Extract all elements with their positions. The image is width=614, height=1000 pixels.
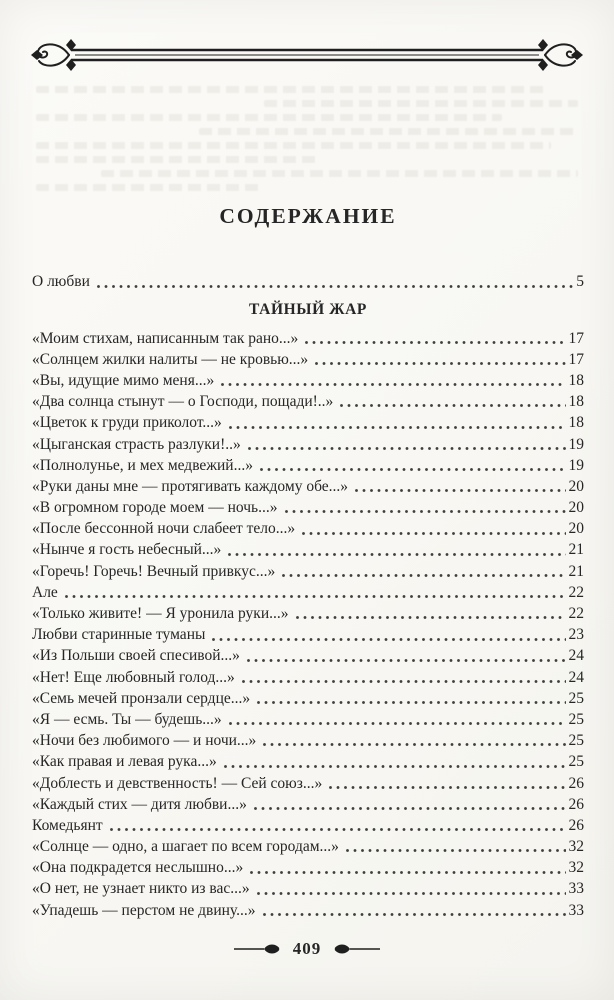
toc-entry [32,432,584,453]
dot-leader [109,827,566,832]
toc-entry [32,749,584,770]
toc-entry-page: 25 [568,710,584,728]
toc-entry [32,474,584,495]
toc-entry-title: «Моим стихам, написанным так рано...» [32,330,299,347]
toc-entry-title: «Солнце — одно, а шагает по всем городам...» [32,839,339,856]
toc-entry-title: «Ночи без любимого — и ночи...» [32,733,257,750]
showthrough-line [36,86,545,93]
toc-entry [32,622,584,643]
toc-entry-page: 22 [568,583,584,601]
toc-entry-title: «О нет, не узнает никто из вас...» [32,881,250,898]
toc-entry-page: 32 [568,859,584,877]
toc-entry [32,601,584,622]
toc-entry-page: 24 [568,668,584,686]
dot-leader [281,573,565,578]
toc-entry [32,834,584,855]
toc-list [32,270,584,919]
dot-leader [228,721,566,726]
toc-entry-title: «После бессонной ночи слабеет тело...» [32,521,296,538]
dot-leader [220,382,565,387]
toc-entry [32,686,584,707]
toc-entry-page: 20 [568,499,584,517]
dot-leader [256,700,565,705]
toc-entry-page: 22 [568,605,584,623]
toc-entry-page: 25 [568,753,584,771]
toc-entry-page: 19 [568,435,584,453]
dot-leader [246,658,566,663]
footer-flourish-right-icon [330,942,380,956]
dot-leader [247,446,566,451]
dot-leader [211,637,565,642]
dot-leader [256,891,566,896]
showthrough-line [101,170,578,177]
dot-leader [314,361,565,366]
toc-entry-title: «Два солнца стынут — о Господи, пощади!..» [32,394,334,411]
toc-entry-page: 20 [568,477,584,495]
toc-entry [32,644,584,665]
contents-title: СОДЕРЖАНИЕ [219,204,397,228]
toc-entry-title: «Я — есмь. Ты — будешь...» [32,711,222,728]
toc-entry-title: «Цветок к груди приколот...» [32,415,222,432]
showthrough-line [264,100,578,107]
header-ornament [29,34,585,83]
toc-entry-page: 19 [568,456,584,474]
toc-entry-page: 25 [568,732,584,750]
toc-entry-title: «Цыганская страсть разлуки!..» [32,436,241,453]
toc-entry-title: «В огромном городе моем — ночь...» [32,500,278,517]
showthrough-line [36,156,318,163]
toc-entry-page: 26 [568,795,584,813]
dot-leader [249,870,565,875]
showthrough-line [36,184,264,191]
toc-entry [32,516,584,537]
toc-entry [32,707,584,728]
showthrough-line [199,128,578,135]
dot-leader [301,531,565,536]
dot-leader [262,742,565,747]
toc-entry-title: «Нынче я гость небесный...» [32,542,222,559]
toc-entry-title: «Она подкрадется неслышно...» [32,860,244,877]
toc-entry-page: 17 [568,329,584,347]
toc-entry-title: «Каждый стих — дитя любви...» [32,796,247,813]
toc-entry [32,898,584,919]
toc-entry [32,326,584,347]
footer-page-number: 409 [292,939,322,958]
toc-entry [32,728,584,749]
dot-leader [253,806,566,811]
toc-entry [32,410,584,431]
toc-entry-page: 33 [568,901,584,919]
toc-entry [32,559,584,580]
toc-section-heading: ТАЙНЫЙ ЖАР [248,300,367,318]
toc-entry-page: 18 [568,393,584,411]
toc-entry-title: «Только живите! — Я уронила руки...» [32,606,289,623]
toc-entry-page: 18 [568,414,584,432]
dot-leader [339,403,565,408]
toc-entry-page: 17 [568,350,584,368]
toc-entry-page: 25 [568,689,584,707]
dot-leader [295,615,566,620]
toc-entry-page: 32 [568,838,584,856]
showthrough-line [36,142,551,149]
dot-leader [64,594,566,599]
toc-entry-title: Любви старинные туманы [32,627,206,644]
dot-leader [284,509,566,514]
toc-entry-page: 21 [568,562,584,580]
toc-entry-page: 24 [568,647,584,665]
dot-leader [354,488,565,493]
toc-entry [32,877,584,898]
toc-entry-title: «Из Польши своей спесивой...» [32,648,240,665]
toc-entry [32,771,584,792]
toc-entry-page: 23 [568,626,584,644]
toc-entry [32,813,584,834]
page-footer [0,940,614,957]
header-ornament-graphic [29,34,585,78]
footer-flourish-left-icon [234,942,284,956]
toc-entry-title: «Как правая и левая рука...» [32,754,217,771]
toc-entry-title: «Семь мечей пронзали сердце...» [32,690,251,707]
toc-entry-page: 33 [568,880,584,898]
toc-entry-page: 18 [568,371,584,389]
showthrough-line [36,114,502,121]
toc-entry [32,538,584,559]
toc-entry [32,368,584,389]
toc-entry [32,580,584,601]
toc-entry-page: 26 [568,774,584,792]
toc-entry-title: О любви [32,274,90,291]
toc-entry-title: Комедьянт [32,817,103,834]
toc-entry-page: 26 [568,816,584,834]
toc-entry [32,389,584,410]
dot-leader [304,340,565,345]
toc-entry-title: «Вы, идущие мимо меня...» [32,372,215,389]
toc-entry [32,270,584,291]
toc-entry-page: 21 [568,541,584,559]
toc-entry [32,855,584,876]
toc-entry [32,665,584,686]
dot-leader [345,848,566,853]
toc-entry-title: «Горечь! Горечь! Вечный привкус...» [32,563,276,580]
dot-leader [328,785,565,790]
toc-entry-title: «Нет! Еще любовный голод...» [32,669,235,686]
dot-leader [259,467,566,472]
dot-leader [223,764,566,769]
toc-entry-title: Але [32,584,58,601]
toc-entry [32,792,584,813]
toc-entry [32,347,584,368]
table-of-contents [32,206,584,919]
dot-leader [241,679,566,684]
toc-entry-title: «Упадешь — перстом не двину...» [32,902,256,919]
toc-entry-page: 20 [568,520,584,538]
toc-entry [32,495,584,516]
toc-entry-title: «Полнолунье, и мех медвежий...» [32,457,253,474]
page-showthrough [36,86,578,198]
dot-leader [228,425,566,430]
dot-leader [227,552,565,557]
dot-leader [262,912,566,917]
toc-entry [32,453,584,474]
toc-entry-title: «Доблесть и девственность! — Сей союз...» [32,775,323,792]
toc-entry-title: «Солнцем жилки налиты — не кровью...» [32,351,309,368]
toc-entry-page: 5 [576,273,584,291]
toc-entry-title: «Руки даны мне — протягивать каждому обе...» [32,478,349,495]
dot-leader [96,284,573,289]
